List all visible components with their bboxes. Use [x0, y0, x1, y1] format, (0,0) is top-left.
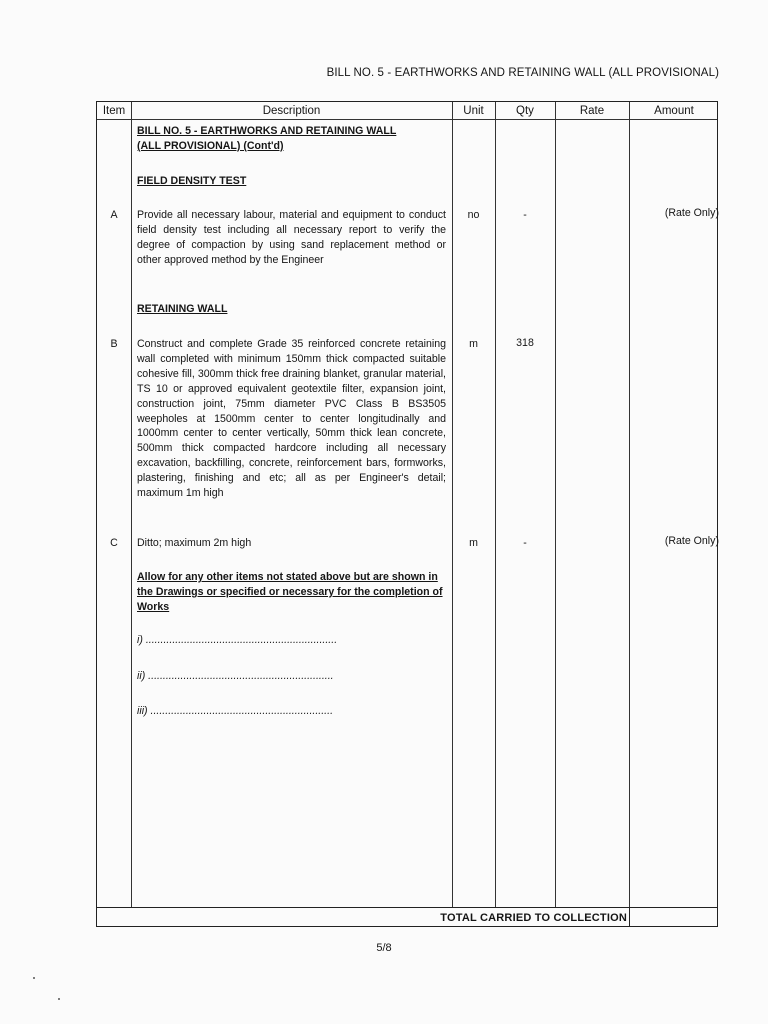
item-unit: no — [467, 209, 480, 221]
column-divider — [629, 102, 630, 907]
item-unit: m — [469, 537, 478, 549]
blank-item-line: i) ................................................................. — [137, 634, 338, 646]
footer-amount-divider — [629, 907, 630, 926]
item-code: C — [110, 537, 118, 549]
column-header-item: Item — [102, 105, 126, 117]
total-carried-label: TOTAL CARRIED TO COLLECTION — [440, 912, 627, 924]
item-qty: - — [523, 537, 527, 549]
section-heading: BILL NO. 5 - EARTHWORKS AND RETAINING WALL (ALL PROVISIONAL) (Cont'd) — [137, 125, 397, 152]
item-description: Provide all necessary labour, material and equipment to conduct field density test including all necessary report to verify the degree of compaction by using sand replacement method or other approved method by the Engineer — [137, 209, 446, 266]
column-header-rate: Rate — [579, 105, 605, 117]
item-unit: m — [469, 338, 478, 350]
column-header-amount: Amount — [654, 105, 694, 117]
item-code: B — [110, 338, 118, 350]
allowance-note: Allow for any other items not stated above but are shown in the Drawings or specified or necessary for the completion of Works — [137, 571, 443, 613]
column-divider — [555, 102, 556, 907]
column-header-unit: Unit — [463, 105, 484, 117]
header-row-divider — [97, 119, 717, 120]
column-header-description: Description — [262, 105, 321, 117]
item-qty: - — [523, 209, 527, 221]
item-description: Ditto; maximum 2m high — [137, 537, 252, 549]
scan-speck — [33, 977, 35, 979]
column-divider — [131, 102, 132, 907]
blank-item-line: iii) .............................................................. — [137, 705, 334, 717]
page-number: 5/8 — [376, 942, 392, 954]
footer-row-divider — [97, 907, 717, 908]
item-amount: (Rate Only) — [664, 207, 719, 219]
bill-of-quantities-table — [96, 101, 718, 927]
scan-speck — [58, 998, 60, 1000]
item-qty: 318 — [516, 337, 534, 349]
item-amount: (Rate Only) — [664, 535, 719, 547]
subheading-retaining-wall: RETAINING WALL — [137, 303, 228, 315]
item-code: A — [110, 209, 118, 221]
item-description: Construct and complete Grade 35 reinforced concrete retaining wall completed with minimum 150mm thick compacted suitable cohesive fill, 300mm thick free draining blanket, granular material, TS 10 or approved equivalent geotextile filter, expansion joint, construction joint, 75mm diameter PVC Class B BS3505 weepholes at 1500mm center to center longitudinally and 1000mm center to center vertically, 50mm thick lean concrete, 500mm thick compacted hardcore including all necessary excavation, backfilling, concrete, reinforcement bars, formworks, plastering, finishing and etc; all as per Engineer's detail; maximum 1m high — [137, 338, 446, 500]
bill-header-title: BILL NO. 5 - EARTHWORKS AND RETAINING WALL (ALL PROVISIONAL) — [326, 67, 719, 79]
column-header-qty: Qty — [516, 105, 534, 117]
subheading-field-density: FIELD DENSITY TEST — [137, 175, 247, 187]
blank-item-line: ii) ............................................................... — [137, 670, 334, 682]
